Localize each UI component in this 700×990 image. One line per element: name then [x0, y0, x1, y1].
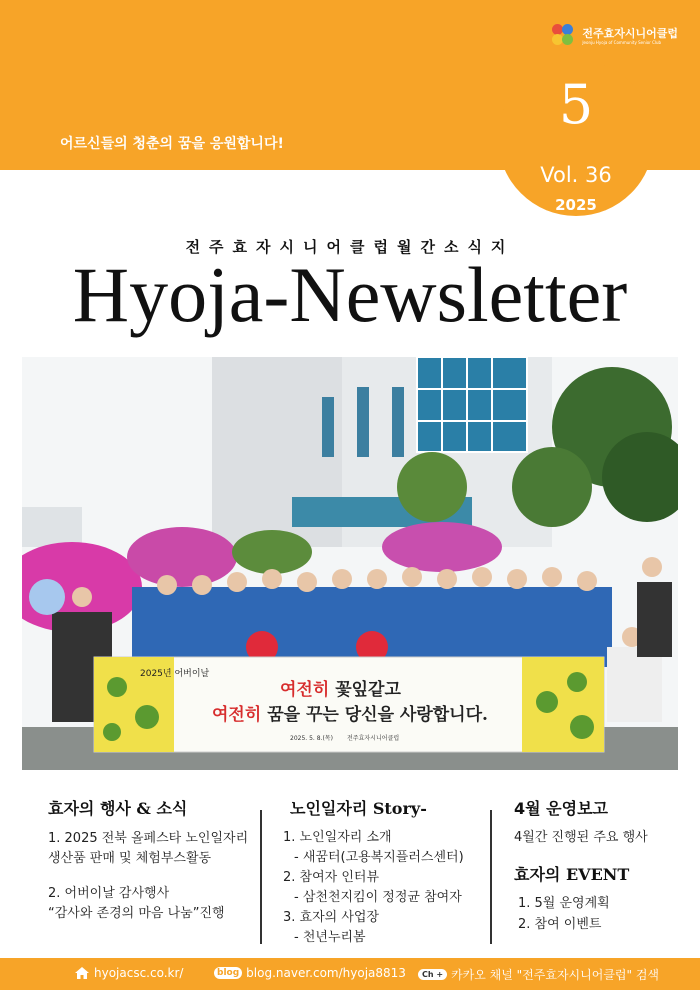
events-line-3: 2. 어버이날 감사행사 — [48, 886, 170, 901]
jobs-line-3: 2. 참여자 인터뷰 — [283, 870, 380, 885]
footer-kakao-text: 카카오 채널 "전주효자시니어클럽" 검색 — [451, 968, 660, 982]
column-divider — [490, 810, 492, 944]
cover-photo — [22, 357, 678, 770]
events-line-1: 1. 2025 전북 올페스타 노인일자리 — [48, 831, 249, 846]
issue-volume: Vol. 36 — [540, 163, 612, 187]
slogan: 어르신들의 청춘의 꿈을 응원합니다! — [60, 136, 284, 152]
jobs-line-1: 1. 노인일자리 소개 — [283, 830, 392, 845]
jobs-line-6: - 천년누리봄 — [294, 930, 366, 945]
brand-logo[interactable] — [552, 24, 678, 48]
issue-month: 5 — [558, 73, 594, 136]
blog-icon: blog — [214, 967, 242, 979]
column-divider — [260, 810, 262, 944]
banner-small-text: 2025년 어버이날 — [140, 669, 210, 679]
footer-blog-text: blog.naver.com/hyoja8813 — [246, 966, 406, 980]
jobs-line-4: - 삼천천지킴이 정정균 참여자 — [294, 890, 462, 905]
event-line-1: 1. 5월 운영계획 — [518, 896, 610, 911]
masthead-kicker: 전주효자시니어클럽월간소식지 — [185, 238, 515, 256]
banner-line-1: 여전히 꽃잎같고 — [280, 680, 401, 700]
footer-bar — [0, 958, 700, 990]
footer-website-link[interactable] — [74, 966, 183, 980]
events-line-4: “감사와 존경의 마음 나눔”진행 — [48, 906, 225, 921]
jobs-line-5: 3. 효자의 사업장 — [283, 910, 380, 925]
kakao-channel-icon: Ch + — [418, 969, 447, 980]
events-line-2: 생산품 판매 및 체험부스활동 — [48, 851, 212, 866]
footer-website-text: hyojacsc.co.kr/ — [94, 966, 184, 980]
banner-org: 전주효자시니어클럽 — [347, 735, 400, 742]
issue-year: 2025 — [555, 196, 597, 214]
brand-subname: Jeonju Hyoja of Community Senior Club — [582, 39, 662, 45]
section-title-jobs: 노인일자리 Story- — [290, 799, 427, 818]
footer-blog-link[interactable] — [214, 966, 406, 980]
jobs-line-2: - 새꿈터(고용복지플러스센터) — [294, 850, 464, 865]
club-logo-icon — [552, 24, 576, 48]
banner-line-2: 여전히 꿈을 꾸는 당신을 사랑합니다. — [212, 705, 488, 725]
footer-kakao-link[interactable] — [418, 966, 659, 983]
brand-name: 전주효자시니어클럽 — [582, 26, 678, 40]
section-title-events: 효자의 행사 & 소식 — [48, 799, 188, 818]
section-title-event: 효자의 EVENT — [514, 865, 630, 884]
home-icon — [74, 966, 90, 980]
section-title-report: 4월 운영보고 — [514, 799, 608, 818]
masthead-title: Hyoja-Newsletter — [72, 251, 628, 338]
event-line-2: 2. 참여 이벤트 — [518, 917, 602, 932]
report-line-1: 4월간 진행된 주요 행사 — [514, 830, 648, 845]
banner-date: 2025. 5. 8.(목) — [290, 735, 333, 742]
